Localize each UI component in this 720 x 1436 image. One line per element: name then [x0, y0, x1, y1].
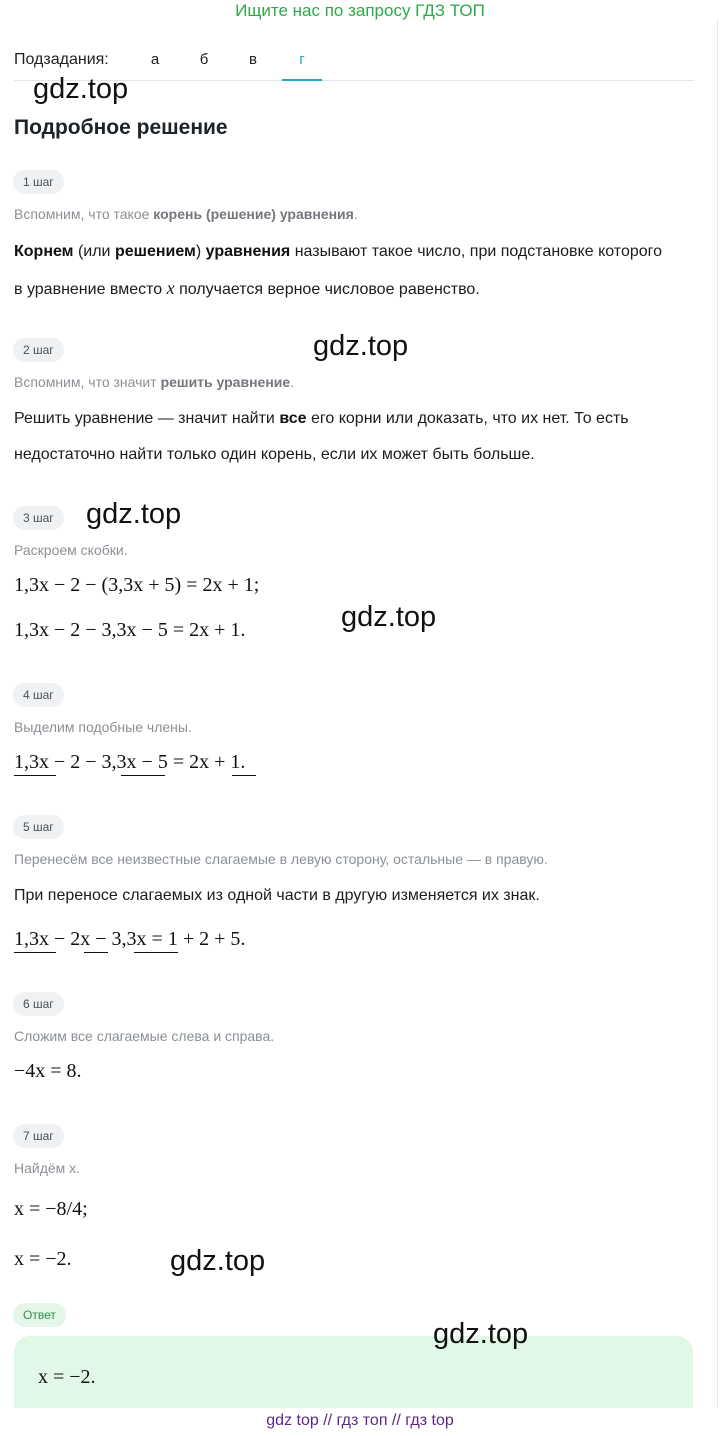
step-2-text: Решить уравнение — значит найти все его корни или доказать, что их нет. То есть недостаточно найти только один корень, если их может быть больше. — [14, 410, 629, 463]
watermark: gdz.top — [170, 1245, 266, 1277]
watermark: gdz.top — [433, 1318, 529, 1350]
underline-mark — [14, 775, 56, 776]
step-3-equation-1: 1,3x − 2 − (3,3x + 5) = 2x + 1; — [14, 574, 260, 596]
step-3-badge: 3 шаг — [13, 506, 64, 530]
answer-box — [14, 1336, 693, 1416]
step-6-equation: −4x = 8. — [14, 1060, 82, 1082]
step-7-equation-1: x = −8/4; — [14, 1198, 88, 1220]
underline-mark — [232, 775, 256, 776]
underline-mark — [121, 775, 165, 776]
tab-g[interactable]: г — [282, 51, 322, 81]
step-4-hint: Выделим подобные члены. — [14, 719, 192, 735]
search-banner: Ищите нас по запросу ГДЗ ТОП — [235, 1, 485, 20]
watermark: gdz.top — [313, 330, 409, 362]
tab-v[interactable]: в — [249, 51, 257, 68]
step-7-equation-2: x = −2. — [14, 1248, 72, 1270]
step-7-hint: Найдём x. — [14, 1160, 81, 1176]
step-5-text: При переносе слагаемых из одной части в другую изменяется их знак. — [14, 887, 540, 904]
step-1-hint: Вспомним, что такое корень (решение) уравнения. — [14, 206, 358, 222]
step-7-badge: 7 шаг — [13, 1124, 64, 1148]
watermark: gdz.top — [33, 73, 129, 105]
step-4-badge: 4 шаг — [13, 683, 64, 707]
footer-links[interactable]: gdz top // гдз топ // гдз top — [0, 1408, 720, 1436]
step-3-equation-2: 1,3x − 2 − 3,3x − 5 = 2x + 1. — [14, 619, 246, 641]
step-6-badge: 6 шаг — [13, 992, 64, 1016]
step-6-hint: Сложим все слагаемые слева и справа. — [14, 1028, 275, 1044]
step-4-equation: 1,3x − 2 − 3,3x − 5 = 2x + 1. — [14, 751, 246, 773]
answer-equation: x = −2. — [38, 1366, 96, 1388]
step-5-hint: Перенесём все неизвестные слагаемые в левую сторону, остальные — в правую. — [14, 851, 548, 867]
step-2-badge: 2 шаг — [13, 338, 64, 362]
tab-b[interactable]: б — [199, 51, 209, 68]
watermark: gdz.top — [86, 498, 182, 530]
underline-mark — [134, 952, 178, 953]
step-5-equation: 1,3x − 2x − 3,3x = 1 + 2 + 5. — [14, 928, 246, 950]
page-title: Подробное решение — [14, 116, 228, 139]
step-1-text: Корнем (или решением) уравнения называют такое число, при подстановке которого в уравнение вместо x получается верное числовое равенство. — [14, 243, 663, 298]
watermark: gdz.top — [341, 601, 437, 633]
subtasks-label: Подзадания: — [14, 51, 109, 68]
underline-mark — [84, 952, 108, 953]
underline-mark — [14, 952, 56, 953]
tab-a[interactable]: а — [150, 51, 160, 68]
step-1-badge: 1 шаг — [13, 170, 64, 194]
page-divider — [717, 20, 718, 1420]
step-2-hint: Вспомним, что значит решить уравнение. — [14, 374, 295, 390]
answer-badge: Ответ — [13, 1303, 66, 1327]
step-5-badge: 5 шаг — [13, 815, 64, 839]
step-3-hint: Раскроем скобки. — [14, 542, 128, 558]
